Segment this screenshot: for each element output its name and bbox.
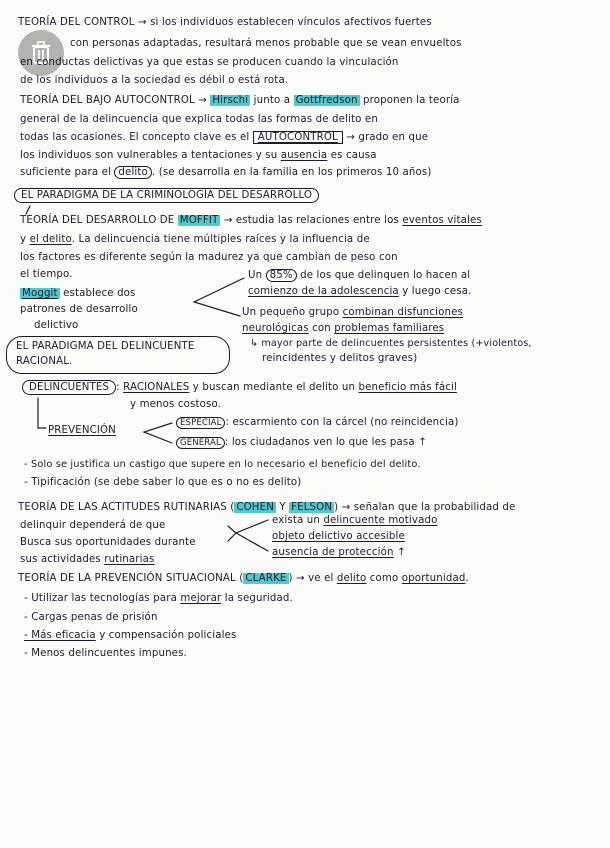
moggit-left-3: delictivo bbox=[34, 320, 79, 331]
rutinarias-4a: sus actividades bbox=[20, 554, 101, 565]
racionales: RACIONALES bbox=[123, 382, 190, 393]
branch-4u: neurológicas bbox=[242, 323, 309, 334]
autocontrol-line-4b: es causa bbox=[330, 150, 377, 161]
rutinarias-heading: TEORÍA DE LAS ACTITUDES RUTINARIAS ( bbox=[18, 502, 235, 513]
situacional-como: como bbox=[369, 573, 399, 584]
desarrollo-eventos: eventos vitales bbox=[402, 215, 482, 226]
paradigma-desarrollo-label: EL PARADIGMA DE LA CRIMINOLOGÍA DEL DESARROLLO bbox=[14, 188, 319, 203]
condicion-1u: delincuente motivado bbox=[323, 515, 438, 526]
especial-label: ESPECIAL bbox=[176, 417, 225, 429]
author-clarke: CLARKE bbox=[245, 573, 287, 584]
rutinarias-line-3: Busca sus oportunidades durante bbox=[20, 537, 196, 548]
author-gottfredson: Gottfredson bbox=[295, 95, 358, 106]
general-text: : los ciudadanos ven lo que les pasa ↑ bbox=[224, 437, 427, 448]
situacional-delito: delito bbox=[336, 573, 367, 584]
situacional-tail: ) → ve el bbox=[288, 573, 334, 584]
autocontrol-line-5b: . (se desarrolla en la familia en los primeros 10 años) bbox=[151, 167, 432, 178]
item-3u: - Más eficacia bbox=[24, 630, 96, 641]
autocontrol-heading: TEORÍA DEL BAJO AUTOCONTROL → bbox=[20, 95, 207, 106]
moffit-branch-6: reincidentes y delitos graves) bbox=[262, 353, 418, 364]
desarrollo-delito: el delito bbox=[29, 234, 72, 245]
control-line-4: de los individuos a la sociedad es débil o está rota. bbox=[20, 75, 289, 86]
moggit-left-1: establece dos bbox=[63, 288, 136, 299]
delincuentes-label: DELINCUENTES bbox=[22, 380, 116, 395]
desarrollo-tail: → estudia las relaciones entre los bbox=[223, 215, 399, 226]
branch-3u: combinan disfunciones bbox=[342, 307, 464, 318]
branch-4u2: problemas familiares bbox=[334, 323, 445, 334]
condicion-3u: ausencia de protección bbox=[272, 547, 394, 558]
prevencion-connector bbox=[38, 398, 46, 428]
item-3b: y compensación policiales bbox=[99, 630, 237, 641]
situacional-heading: TEORÍA DE LA PREVENCIÓN SITUACIONAL ( bbox=[18, 573, 244, 584]
desarrollo-line-4: el tiempo. bbox=[20, 269, 73, 280]
branch-1a: Un bbox=[248, 270, 263, 281]
desarrollo-line-3: los factores es diferente según la madurez ya que cambian de peso con bbox=[20, 252, 398, 263]
author-felson: FELSON bbox=[291, 502, 333, 513]
moggit-left-2: patrones de desarrollo bbox=[20, 304, 138, 315]
autocontrol-tail: proponen la teoría bbox=[363, 95, 460, 106]
condicion-3b: ↑ bbox=[396, 547, 406, 558]
author-moffit: MOFFIT bbox=[179, 215, 219, 226]
situacional-oportunidad: oportunidad bbox=[401, 573, 466, 584]
paradigma-racional-line-1: EL PARADIGMA DEL DELINCUENTE bbox=[16, 341, 195, 352]
racional-dash-1: - Solo se justifica un castigo que supere en lo necesario el beneficio del delito. bbox=[24, 459, 421, 470]
moffit-brace bbox=[194, 278, 244, 316]
control-line-2: con personas adaptadas, resultará menos probable que se vean envueltos bbox=[70, 38, 462, 49]
prevencion-brace bbox=[144, 423, 172, 443]
desarrollo-line-2a: y bbox=[20, 234, 27, 245]
autocontrol-ausencia: ausencia bbox=[280, 150, 328, 161]
desarrollo-heading: TEORÍA DEL DESARROLLO DE bbox=[20, 215, 175, 226]
rutinarias-tail: ) → señalan que la probabilidad de bbox=[334, 502, 516, 513]
general-label: GENERAL bbox=[176, 437, 225, 449]
item-1b: la seguridad. bbox=[224, 593, 293, 604]
desarrollo-line-2b: . La delincuencia tiene múltiples raíces y la influencia de bbox=[71, 234, 370, 245]
branch-85-percent: 85% bbox=[266, 269, 297, 282]
branch-2b: y luego cesa. bbox=[402, 286, 472, 297]
situacional-end: . bbox=[465, 573, 469, 584]
autocontrol-key-term: AUTOCONTROL bbox=[253, 131, 343, 144]
author-moggit: Moggit bbox=[22, 288, 58, 299]
autocontrol-delito: delito bbox=[114, 166, 152, 179]
autocontrol-line-3b: → grado en que bbox=[346, 132, 429, 143]
author-hirschi: Hirschi bbox=[212, 95, 249, 106]
especial-text: : escarmiento con la cárcel (no reincidencia) bbox=[225, 417, 459, 428]
author-cohen: COHEN bbox=[236, 502, 274, 513]
item-1a: - Utilizar las tecnologías para bbox=[24, 593, 177, 604]
paradigma-racional-line-2: RACIONAL. bbox=[16, 356, 73, 367]
autocontrol-line-4a: los individuos son vulnerables a tentaciones y su bbox=[20, 150, 278, 161]
rutinarias-brace bbox=[236, 520, 268, 551]
branch-2u: comienzo de la adolescencia bbox=[248, 286, 399, 297]
control-line-1: TEORÍA DEL CONTROL → si los individuos establecen vínculos afectivos fuertes bbox=[18, 17, 432, 28]
rutinarias-y: Y bbox=[279, 502, 286, 513]
autocontrol-mid: junto a bbox=[253, 95, 291, 106]
paradigma-desarrollo-arrow bbox=[26, 206, 30, 214]
moffit-branch-5: ↳ mayor parte de delincuentes persistentes (+violentos, bbox=[250, 338, 532, 349]
autocontrol-line-5a: suficiente para el bbox=[20, 167, 112, 178]
condicion-2u: objeto delictivo accesible bbox=[272, 531, 405, 542]
racional-1b: y buscan mediante el delito un bbox=[192, 382, 356, 393]
autocontrol-line-3a: todas las ocasiones. El concepto clave es el bbox=[20, 132, 250, 143]
rutinarias-line-2: delinquir dependerá de que bbox=[20, 520, 166, 531]
rutinarias-4u: rutinarias bbox=[104, 554, 155, 565]
autocontrol-line-2: general de la delincuencia que explica todas las formas de delito en bbox=[20, 114, 378, 125]
branch-3a: Un pequeño grupo bbox=[242, 307, 340, 318]
situacional-item-4: - Menos delincuentes impunes. bbox=[24, 648, 187, 659]
racional-colon: : bbox=[116, 382, 120, 393]
condicion-1a: exista un bbox=[272, 515, 320, 526]
beneficio-facil: beneficio más fácil bbox=[358, 382, 457, 393]
prevencion-label: PREVENCIÓN bbox=[48, 425, 116, 436]
racional-dash-2: - Tipificación (se debe saber lo que es o no es delito) bbox=[24, 477, 302, 488]
item-1u: mejorar bbox=[180, 593, 222, 604]
rutinarias-connector bbox=[228, 526, 236, 541]
control-line-3: en conductas delictivas ya que estas se producen cuando la vinculación bbox=[20, 57, 399, 68]
racional-line-2: y menos costoso. bbox=[130, 399, 222, 410]
branch-1b: de los que delinquen lo hacen al bbox=[300, 270, 471, 281]
situacional-item-2: - Cargas penas de prisión bbox=[24, 612, 158, 623]
branch-4a: con bbox=[312, 323, 331, 334]
